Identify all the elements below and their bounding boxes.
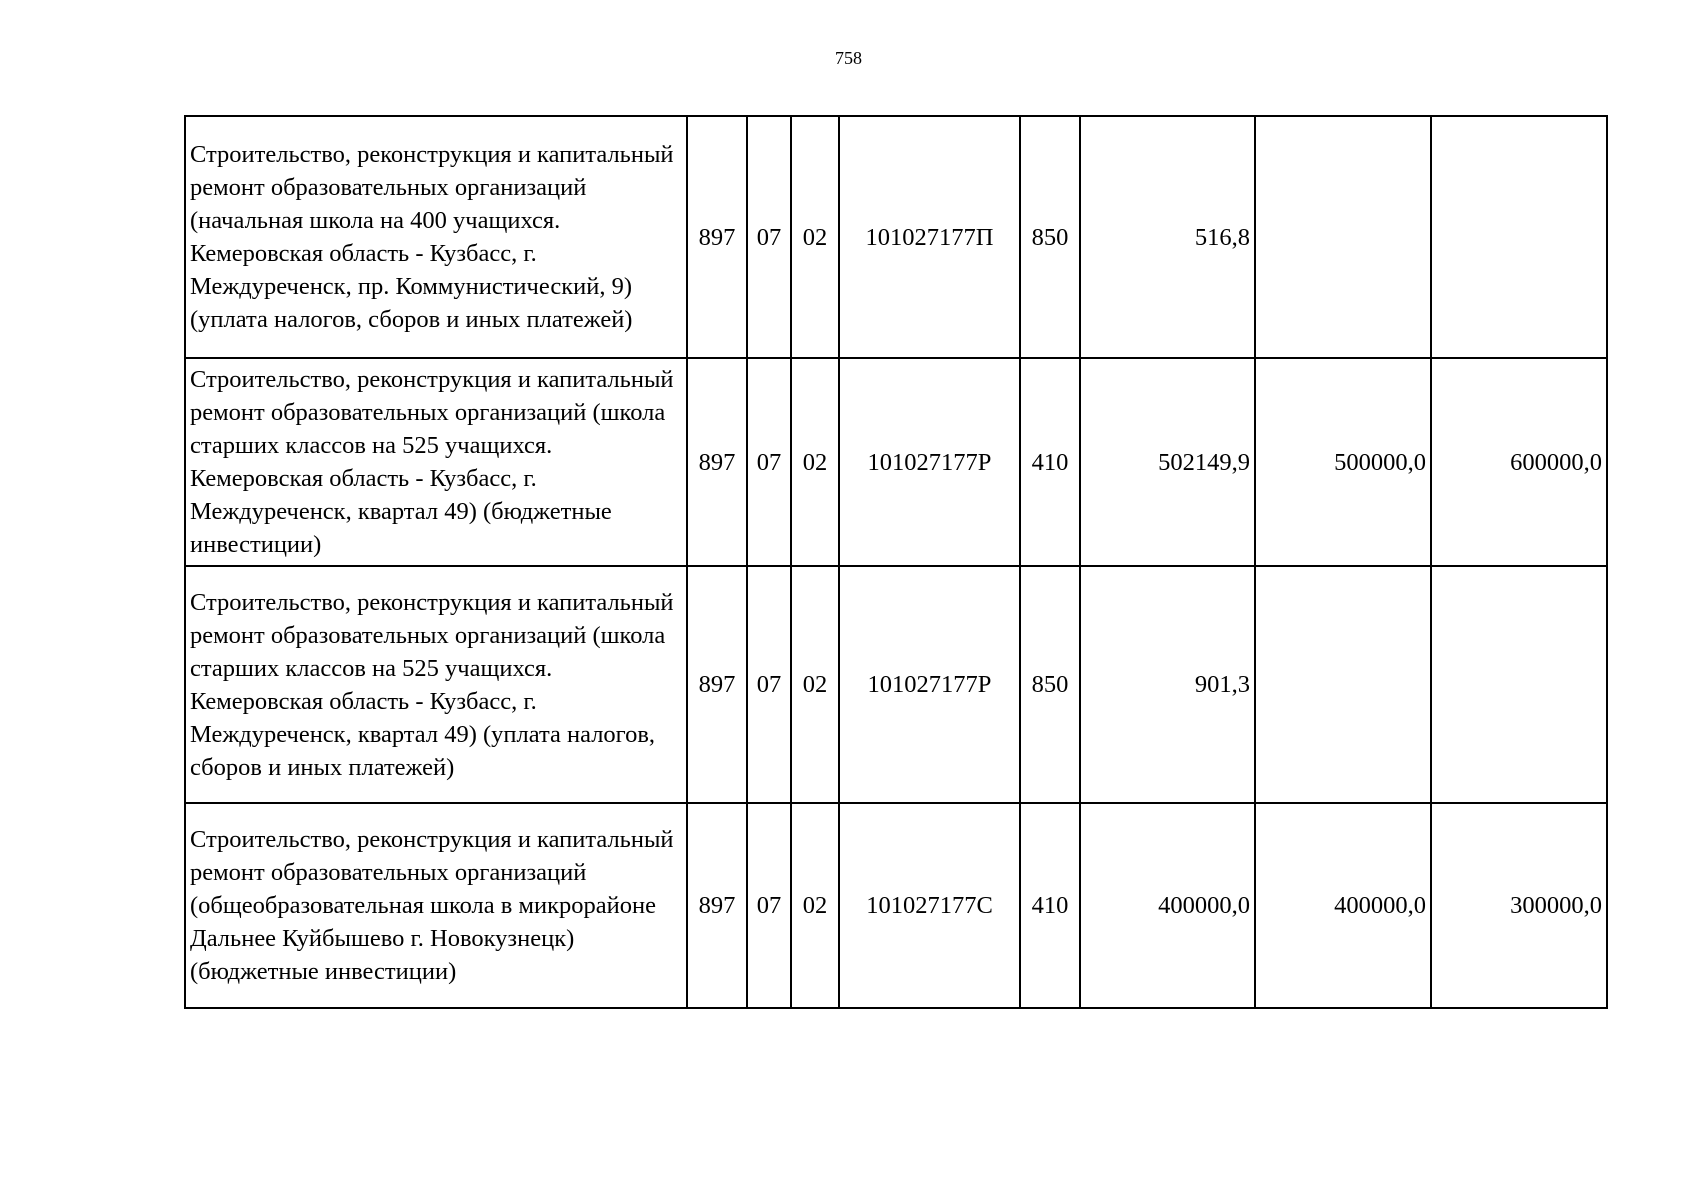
section-code: 07 <box>747 803 791 1008</box>
table-row <box>185 803 1607 1008</box>
ministry-code: 897 <box>687 358 747 566</box>
amount-year-2: 500000,0 <box>1255 358 1431 566</box>
expense-type-code: 850 <box>1020 566 1080 803</box>
row-description: Строительство, реконструкция и капитальный ремонт образовательных организаций (школа старших классов на 525 учащихся. Кемеровская область - Кузбасс, г. Междуреченск, квартал 49) (бюджетные инвестиции) <box>185 358 687 566</box>
expense-type-code: 410 <box>1020 803 1080 1008</box>
subsection-code: 02 <box>791 803 839 1008</box>
page-number: 758 <box>835 48 862 68</box>
section-code: 07 <box>747 358 791 566</box>
target-article-code: 101027177П <box>839 116 1020 358</box>
expense-type-code: 410 <box>1020 358 1080 566</box>
amount-year-2 <box>1255 116 1431 358</box>
row-description: Строительство, реконструкция и капитальный ремонт образовательных организаций (начальная школа на 400 учащихся. Кемеровская область - Кузбасс, г. Междуреченск, пр. Коммунистический, 9) (уплата налогов, сборов и иных платежей) <box>185 116 687 358</box>
target-article-code: 101027177Р <box>839 358 1020 566</box>
amount-year-1: 400000,0 <box>1080 803 1255 1008</box>
amount-year-3 <box>1431 116 1607 358</box>
subsection-code: 02 <box>791 116 839 358</box>
row-description: Строительство, реконструкция и капитальный ремонт образовательных организаций (школа старших классов на 525 учащихся. Кемеровская область - Кузбасс, г. Междуреченск, квартал 49) (уплата налогов, сборов и иных платежей) <box>185 566 687 803</box>
budget-table <box>184 115 1608 1009</box>
table-row <box>185 566 1607 803</box>
target-article-code: 101027177С <box>839 803 1020 1008</box>
amount-year-3: 300000,0 <box>1431 803 1607 1008</box>
amount-year-1: 516,8 <box>1080 116 1255 358</box>
table-row <box>185 116 1607 358</box>
section-code: 07 <box>747 116 791 358</box>
subsection-code: 02 <box>791 566 839 803</box>
section-code: 07 <box>747 566 791 803</box>
ministry-code: 897 <box>687 803 747 1008</box>
amount-year-2: 400000,0 <box>1255 803 1431 1008</box>
target-article-code: 101027177Р <box>839 566 1020 803</box>
amount-year-3: 600000,0 <box>1431 358 1607 566</box>
ministry-code: 897 <box>687 566 747 803</box>
ministry-code: 897 <box>687 116 747 358</box>
table-row <box>185 358 1607 566</box>
amount-year-1: 502149,9 <box>1080 358 1255 566</box>
amount-year-1: 901,3 <box>1080 566 1255 803</box>
subsection-code: 02 <box>791 358 839 566</box>
row-description: Строительство, реконструкция и капитальный ремонт образовательных организаций (общеобразовательная школа в микрорайоне Дальнее Куйбышево г. Новокузнецк) (бюджетные инвестиции) <box>185 803 687 1008</box>
amount-year-3 <box>1431 566 1607 803</box>
expense-type-code: 850 <box>1020 116 1080 358</box>
amount-year-2 <box>1255 566 1431 803</box>
